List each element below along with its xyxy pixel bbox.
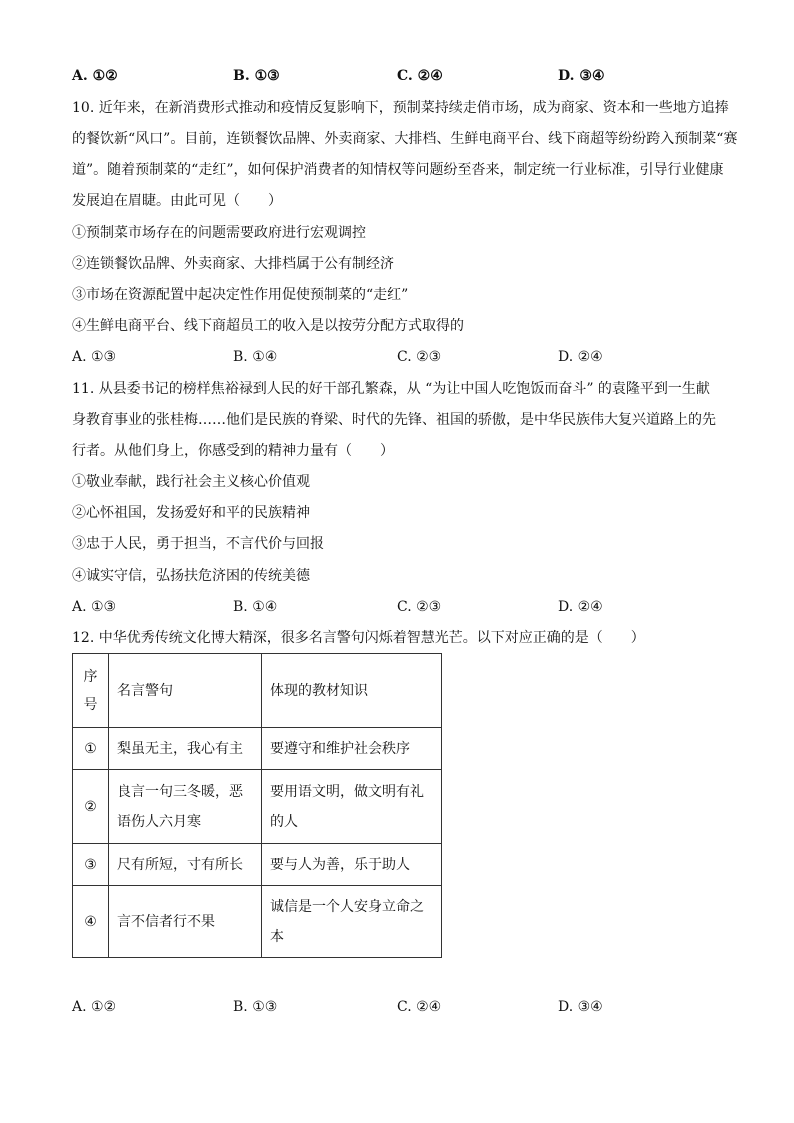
q11-stem-line-3: 行者。从他们身上，你感受到的精神力量有（ ）	[72, 443, 394, 459]
q10-option-b[interactable]: B. ①④	[233, 349, 278, 365]
q12-option-d[interactable]: D. ③④	[558, 999, 603, 1015]
q11-options	[72, 598, 732, 616]
q12-option-c[interactable]: C. ②④	[397, 999, 442, 1015]
q9-options	[72, 67, 732, 85]
row-index: ④	[73, 886, 109, 958]
table-header-row	[73, 654, 442, 728]
row-knowledge: 诚信是一个人安身立命之本	[262, 886, 442, 958]
q9-option-d[interactable]: D. ③④	[558, 68, 605, 84]
header-quote: 名言警句	[109, 654, 262, 728]
q12-table	[72, 653, 442, 958]
q10-statement-2: ②连锁餐饮品牌、外卖商家、大排档属于公有制经济	[72, 256, 394, 272]
q11-statement-1: ①敬业奉献，践行社会主义核心价值观	[72, 474, 310, 490]
q10-option-a[interactable]: A. ①③	[72, 349, 117, 365]
header-index-text: 序号	[83, 668, 98, 713]
q10-stem-line-2: 的餐饮新“风口”。目前，连锁餐饮品牌、外卖商家、大排档、生鲜电商平台、线下商超等纷纷跨入预制菜“赛	[72, 131, 738, 147]
table-row	[73, 770, 442, 844]
row-quote: 梨虽无主，我心有主	[109, 728, 262, 770]
table-row	[73, 886, 442, 958]
row-index: ②	[73, 770, 109, 844]
row-knowledge: 要用语文明，做文明有礼的人	[262, 770, 442, 844]
q9-option-c[interactable]: C. ②④	[397, 68, 443, 84]
row-index: ①	[73, 728, 109, 770]
row-quote: 尺有所短，寸有所长	[109, 844, 262, 886]
q11-stem-line-1: 11. 从县委书记的榜样焦裕禄到人民的好干部孔繁森，从 “为让中国人吃饱饭而奋斗” 的袁隆平到一生献	[72, 381, 710, 397]
q10-option-c[interactable]: C. ②③	[397, 349, 442, 365]
q10-statement-3: ③市场在资源配置中起决定性作用促使预制菜的“走红”	[72, 287, 409, 303]
q10-statement-1: ①预制菜市场存在的问题需要政府进行宏观调控	[72, 225, 366, 241]
table-row	[73, 844, 442, 886]
q11-statement-3: ③忠于人民，勇于担当，不言代价与回报	[72, 536, 324, 552]
row-quote: 良言一句三冬暖，恶语伤人六月寒	[109, 770, 262, 844]
header-knowledge: 体现的教材知识	[262, 654, 442, 728]
q11-option-d[interactable]: D. ②④	[558, 599, 603, 615]
q12-option-a[interactable]: A. ①②	[72, 999, 117, 1015]
q9-option-a[interactable]: A. ①②	[72, 68, 118, 84]
q9-option-b[interactable]: B. ①③	[233, 68, 280, 84]
q11-statement-4: ④诚实守信，弘扬扶危济困的传统美德	[72, 568, 310, 584]
table-row	[73, 728, 442, 770]
q10-options	[72, 348, 732, 366]
q12-options	[72, 998, 732, 1016]
q10-option-d[interactable]: D. ②④	[558, 349, 603, 365]
q11-option-c[interactable]: C. ②③	[397, 599, 442, 615]
row-knowledge: 要遵守和维护社会秩序	[262, 728, 442, 770]
q11-option-b[interactable]: B. ①④	[233, 599, 278, 615]
q12-option-b[interactable]: B. ①③	[233, 999, 278, 1015]
q11-option-a[interactable]: A. ①③	[72, 599, 117, 615]
row-knowledge: 要与人为善，乐于助人	[262, 844, 442, 886]
row-index: ③	[73, 844, 109, 886]
header-index	[73, 654, 109, 728]
q11-stem-line-2: 身教育事业的张桂梅……他们是民族的脊梁、时代的先锋、祖国的骄傲，是中华民族伟大复兴道路上的先	[72, 412, 716, 428]
q10-statement-4: ④生鲜电商平台、线下商超员工的收入是以按劳分配方式取得的	[72, 318, 464, 334]
q12-stem: 12. 中华优秀传统文化博大精深，很多名言警句闪烁着智慧光芒。以下对应正确的是（ ）	[72, 630, 645, 646]
q10-stem-line-1: 10. 近年来，在新消费形式推动和疫情反复影响下，预制菜持续走俏市场，成为商家、资本和一些地方追捧	[72, 100, 729, 116]
q10-stem-line-3: 道”。随着预制菜的“走红”，如何保护消费者的知情权等问题纷至沓来，制定统一行业标准，引导行业健康	[72, 162, 724, 178]
row-quote: 言不信者行不果	[109, 886, 262, 958]
q11-statement-2: ②心怀祖国，发扬爱好和平的民族精神	[72, 505, 310, 521]
q10-stem-line-4: 发展迫在眉睫。由此可见（ ）	[72, 193, 282, 209]
